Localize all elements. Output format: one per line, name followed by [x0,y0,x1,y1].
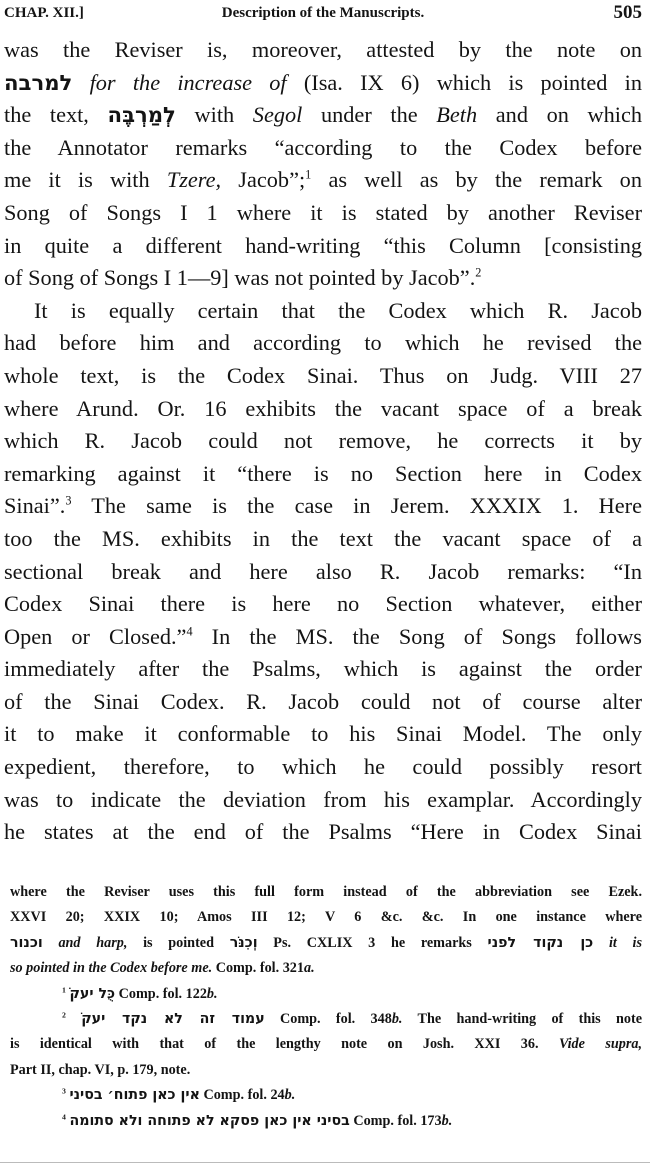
text-line: he states at the end of the Psalms “Here in Codex Sinai [4,819,642,845]
text-line: Song of Songs I 1 where it is stated by another Reviser [4,199,642,225]
footnote-ref: 4 [186,624,193,639]
text-line: was to indicate the deviation from his examplar. Accordingly [4,786,642,812]
text-line: whole text, is the Codex Sinai. Thus on Judg. VIII 27 [4,362,642,388]
text-line: too the MS. exhibits in the text the vacant space of a [4,525,642,551]
hebrew-phrase: בסיני אין כאן פסקא לא פתוחה ולא סתומה [69,1112,350,1129]
footnote-ref: 3 [65,493,72,508]
text-line: which R. Jacob could not remove, he corrects it by [4,428,642,454]
footnote-ref: 1 [305,167,312,182]
footnotes [10,880,642,1134]
hebrew-word: למרבה [4,69,73,95]
text-line: of Song of Songs I 1—9] was not pointed by Jacob”.$^2$ [4,265,482,291]
text-line: expedient, therefore, to which he could possibly resort [4,754,642,780]
text-line: Codex Sinai there is here no Section whatever, either [4,591,642,617]
footnote-1: $^1$ כֻּל יעקֹ Comp. fol. 122b. [62,984,218,1002]
footnote-line: וכנור and harp, is pointed וְכִנֹּר Ps. CXLIX 3 he remarks כן נקוד לפני it is [10,934,642,951]
text-line: had before him and according to which he revised the [4,330,642,356]
hebrew-word: לְמַרְבֶּה [107,102,176,128]
footnote-4: $^4$ בסיני אין כאן פסקא לא פתוחה ולא סתומה Comp. fol. 173b. [62,1111,453,1129]
footnote-line: is identical with that of the lengthy note on Josh. XXI 36. Vide supra, [10,1036,642,1053]
page-edge-rule [0,1162,650,1163]
hebrew-phrase: אין כאן פתוח׳ בסיני [69,1087,200,1104]
footnote-line: XXVI 20; XXIX 10; Amos III 12; V 6 &c. &c. In one instance where [10,909,642,926]
text-line: Sinai”.$^3$ The same is the case in Jerem. XXXIX 1. Here [4,493,642,519]
text-line: immediately after the Psalms, which is against the order [4,656,642,682]
text-line: Open or Closed.”$^4$ In the MS. the Song of Songs follows [4,623,642,649]
running-title: Description of the Manuscripts. [221,5,425,21]
text-line: it to make it conformable to his Sinai Model. The only [4,721,642,747]
text-line: the Annotator remarks “according to the Codex before [4,134,642,160]
text-line: was the Reviser is, moreover, attested by the note on [4,37,642,62]
footnote-3: $^3$ אין כאן פתוח׳ בסיני Comp. fol. 24b. [62,1086,296,1104]
text-line: remarking against it “there is no Section here in Codex [4,460,642,486]
hebrew-phrase: כֻּל יעקֹ [69,985,116,1002]
footnote-line: Part II, chap. VI, p. 179, note. [10,1061,191,1078]
footnote-2: $^2$ עמוד זה לא נקד יעקֹ Comp. fol. 348b. The hand-writing of this note [62,1010,642,1027]
text-line: where Arund. Or. 16 exhibits the vacant space of a break [4,395,642,421]
text-line: of the Sinai Codex. R. Jacob could not of course alter [4,688,642,714]
text-line: in quite a different hand-writing “this Column [consisting [4,232,642,258]
chapter-label: CHAP. XII.] [4,5,84,21]
hebrew-word: וְכִנֹּר [229,934,258,951]
text-line: sectional break and here also R. Jacob remarks: “In [4,558,642,584]
footnote-ref: 2 [475,265,482,280]
text-line: למרבה for the increase of (Isa. IX 6) which is pointed in [4,69,642,95]
hebrew-phrase: עמוד זה לא נקד יעקֹ [81,1010,265,1027]
text-line: It is equally certain that the Codex which R. Jacob [34,297,642,323]
running-header [4,2,642,28]
main-text [4,34,642,849]
hebrew-word: וכנור [10,934,43,951]
text-line: the text, לְמַרְבֶּה with Segol under the Beth and on which [4,102,642,128]
footnote-line: so pointed in the Codex before me. Comp. fol. 321a. [10,960,315,977]
hebrew-phrase: כן נקוד לפני [487,934,594,951]
footnote-line: where the Reviser uses this full form instead of the abbreviation see Ezek. [10,884,642,900]
text-line: me it is with Tzere, Jacob”;$^1$ as well as by the remark on [4,167,642,193]
page-number: 505 [613,2,642,23]
